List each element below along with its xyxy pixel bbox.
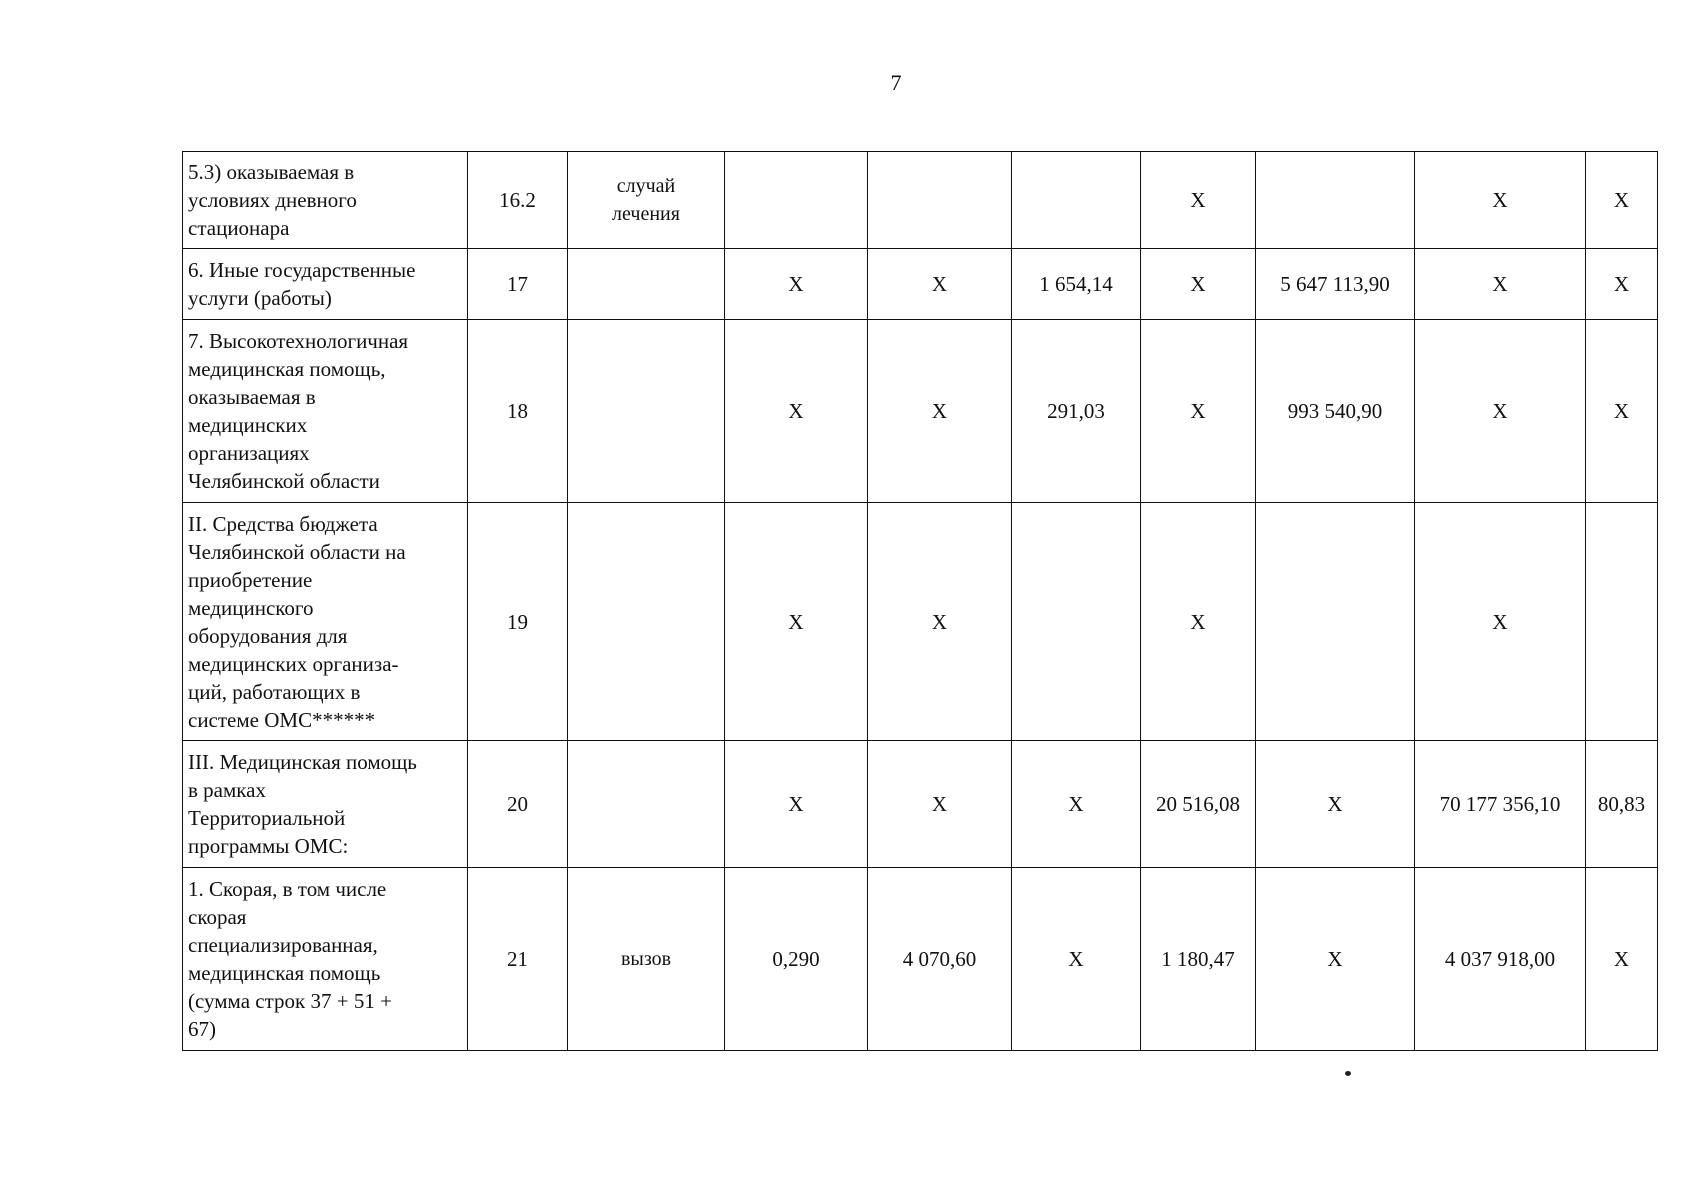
row-value-8: X	[1256, 741, 1415, 868]
row-value-4	[725, 152, 868, 249]
row-value-6: 1 654,14	[1012, 249, 1141, 320]
row-value-8: 5 647 113,90	[1256, 249, 1415, 320]
row-value-9: X	[1415, 320, 1586, 503]
row-name: III. Медицинская помощь в рамках Территориальной программы ОМС:	[183, 741, 468, 868]
row-name: 7. Высокотехнологичная медицинская помощь, оказываемая в медицинских организациях Челябинской области	[183, 320, 468, 503]
table-row	[183, 868, 1658, 1051]
row-value-7: X	[1141, 503, 1256, 741]
table-row	[183, 741, 1658, 868]
row-value-8: X	[1256, 868, 1415, 1051]
table-row	[183, 503, 1658, 741]
row-value-8: 993 540,90	[1256, 320, 1415, 503]
row-unit	[568, 249, 725, 320]
row-value-4: X	[725, 320, 868, 503]
row-value-5: X	[868, 320, 1012, 503]
row-value-6: 291,03	[1012, 320, 1141, 503]
table-row	[183, 320, 1658, 503]
row-value-10	[1586, 503, 1658, 741]
row-value-4: X	[725, 741, 868, 868]
row-value-10: X	[1586, 320, 1658, 503]
row-value-10: X	[1586, 868, 1658, 1051]
row-value-5: X	[868, 503, 1012, 741]
table-row	[183, 152, 1658, 249]
row-value-7: X	[1141, 320, 1256, 503]
table-body	[183, 152, 1658, 1051]
row-value-7: 1 180,47	[1141, 868, 1256, 1051]
row-name: 6. Иные государственные услуги (работы)	[183, 249, 468, 320]
row-value-5	[868, 152, 1012, 249]
page-number: 7	[890, 70, 902, 95]
row-value-6: X	[1012, 868, 1141, 1051]
row-value-6	[1012, 152, 1141, 249]
row-unit: случай лечения	[568, 152, 725, 249]
scan-speck	[1345, 1071, 1351, 1076]
row-value-4: 0,290	[725, 868, 868, 1051]
row-value-9: X	[1415, 152, 1586, 249]
row-value-9: X	[1415, 249, 1586, 320]
row-name: II. Средства бюджета Челябинской области на приобретение медицинского оборудования для медицинских организа- ций, работающих в системе ОМС******	[183, 503, 468, 741]
row-value-6: X	[1012, 741, 1141, 868]
row-value-7: 20 516,08	[1141, 741, 1256, 868]
row-value-7: X	[1141, 249, 1256, 320]
funding-table	[182, 151, 1658, 1051]
row-unit	[568, 320, 725, 503]
row-name: 1. Скорая, в том числе скорая специализированная, медицинская помощь (сумма строк 37 + 51 + 67)	[183, 868, 468, 1051]
row-line-number: 17	[468, 249, 568, 320]
row-value-10: X	[1586, 249, 1658, 320]
row-name: 5.3) оказываемая в условиях дневного стационара	[183, 152, 468, 249]
row-value-7: X	[1141, 152, 1256, 249]
row-value-5: 4 070,60	[868, 868, 1012, 1051]
row-value-10: X	[1586, 152, 1658, 249]
row-line-number: 20	[468, 741, 568, 868]
row-value-9: 4 037 918,00	[1415, 868, 1586, 1051]
row-value-10: 80,83	[1586, 741, 1658, 868]
row-value-5: X	[868, 741, 1012, 868]
row-line-number: 18	[468, 320, 568, 503]
row-value-8	[1256, 152, 1415, 249]
row-value-6	[1012, 503, 1141, 741]
row-value-4: X	[725, 249, 868, 320]
row-unit: вызов	[568, 868, 725, 1051]
table-row	[183, 249, 1658, 320]
row-value-4: X	[725, 503, 868, 741]
row-value-5: X	[868, 249, 1012, 320]
row-line-number: 16.2	[468, 152, 568, 249]
row-value-8	[1256, 503, 1415, 741]
row-line-number: 21	[468, 868, 568, 1051]
row-unit	[568, 503, 725, 741]
row-line-number: 19	[468, 503, 568, 741]
row-value-9: X	[1415, 503, 1586, 741]
row-value-9: 70 177 356,10	[1415, 741, 1586, 868]
row-unit	[568, 741, 725, 868]
